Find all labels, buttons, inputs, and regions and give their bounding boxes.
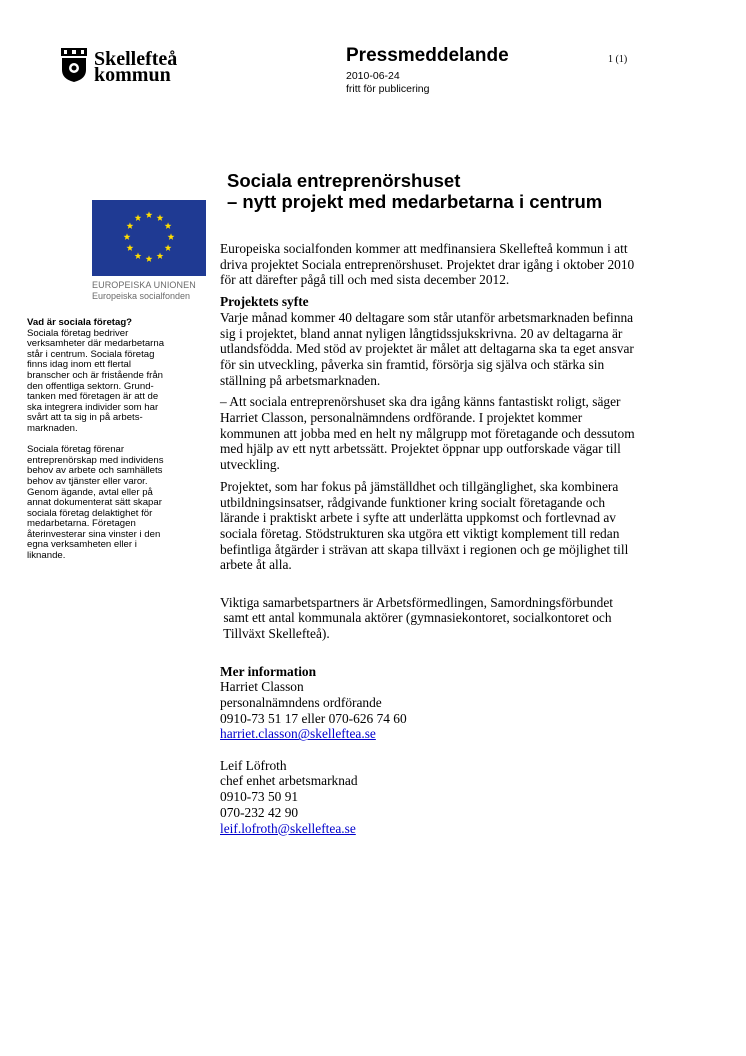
sidebar-line: sociala företag delaktighet för: [27, 507, 153, 519]
body-line: Tillväxt Skellefteå).: [220, 626, 330, 642]
sidebar-line: ska integrera individer som har: [27, 401, 159, 413]
contact-phone: 0910-73 51 17 eller 070-626 74 60: [220, 710, 407, 726]
body-line: kommunen att jobba med en helt ny målgrupp mot företagande och dessutom: [220, 425, 635, 441]
sidebar-paragraph-2: [27, 445, 197, 562]
eu-flag-background: [92, 200, 206, 276]
body-line: Projektet, som har fokus på jämställdhet och tillgänglighet, ska kombinera: [220, 478, 619, 494]
partners-paragraph: [220, 579, 702, 642]
press-title: [227, 170, 602, 212]
body-line: Viktiga samarbetspartners är Arbetsförmedlingen, Samordningsförbundet: [220, 594, 614, 610]
contact-person-2: [220, 758, 702, 837]
contact-email-link[interactable]: harriet.classon@skelleftea.se: [220, 726, 376, 742]
focus-paragraph: [220, 479, 702, 573]
sidebar-line: liknande.: [27, 550, 66, 562]
body-line: ställning på arbetsmarknaden.: [220, 372, 381, 388]
body-line: arbete åt alla.: [220, 557, 292, 573]
sidebar-line: annat dokumenterat sätt skapar: [27, 497, 162, 509]
press-body: [220, 241, 702, 836]
eu-label-line1: EUROPEISKA UNIONEN: [92, 280, 196, 290]
body-line: sociala företag. Stödstrukturen ska utgöra ett viktigt komplement till redan: [220, 525, 620, 541]
body-line: lärande i praktiskt arbete i syfte att underlätta uppkomst och fortlevnad av: [220, 510, 617, 526]
sidebar-line: Sociala företag förenar: [27, 444, 125, 456]
sidebar-line: återinvesterar sina vinster i den: [27, 528, 161, 540]
eu-label-line2: Europeiska socialfonden: [92, 291, 191, 301]
document-type: Pressmeddelande: [346, 45, 509, 66]
sidebar-line: behov av arbete och samhällets: [27, 465, 163, 477]
body-line: Harriet Classon, personalnämndens ordförande. I projektet kommer: [220, 410, 583, 426]
purpose-paragraph: [220, 310, 702, 389]
contact-role: personalnämndens ordförande: [220, 694, 382, 710]
contact-heading: Mer information: [220, 663, 317, 679]
body-line: befintliga åtgärder i strävan att skapa tillväxt i regionen och ge möjlighet till: [220, 541, 629, 557]
sidebar-line: tanken med företagen är att de: [27, 391, 159, 403]
sidebar-line: behov av tjänster eller varor.: [27, 475, 148, 487]
contact-phone: 0910-73 50 91: [220, 789, 299, 805]
body-line: Europeiska socialfonden kommer att medfinansiera Skellefteå kommun i att: [220, 241, 628, 256]
title-line-2: – nytt projekt med medarbetarna i centrum: [227, 191, 603, 212]
body-line: utlandsfödda. Med stöd av projektet är målet att deltagarna ska ta eget ansvar: [220, 341, 634, 357]
contact-phone: 070-232 42 90: [220, 804, 299, 820]
title-line-1: Sociala entreprenörshuset: [227, 170, 461, 191]
sidebar-line: entreprenörskap med individens: [27, 454, 164, 466]
body-line: – Att sociala entreprenörshuset ska dra igång känns fantastiskt roligt, säger: [220, 394, 621, 410]
sidebar-line: den offentliga sektorn. Grund-: [27, 380, 154, 392]
contact-name: Harriet Classon: [220, 679, 304, 695]
contact-name: Leif Löfroth: [220, 757, 287, 773]
sidebar-line: Genom ägande, avtal eller på: [27, 486, 153, 498]
body-line: samt ett antal kommunala aktörer (gymnasiekontoret, socialkontoret och: [220, 610, 612, 626]
body-line: Varje månad kommer 40 deltagare som står utanför arbetsmarknaden befinna: [220, 309, 634, 325]
body-line: med hjälp av ett nytt arbetssätt. Projektet öppnar upp outforskade vägar till: [220, 441, 621, 457]
sidebar-line: svårt att ta sig in på arbets-: [27, 412, 143, 424]
sidebar-fact-box: [27, 318, 197, 572]
eu-flag-icon: [92, 200, 206, 276]
sidebar-line: marknaden.: [27, 422, 78, 434]
crest-icon: [60, 48, 88, 82]
sidebar-line: egna verksamheten eller i: [27, 539, 137, 551]
contact-email-link[interactable]: leif.lofroth@skelleftea.se: [220, 820, 356, 836]
contact-role: chef enhet arbetsmarknad: [220, 773, 358, 789]
body-line: utveckling.: [220, 457, 280, 473]
body-line: för att därefter pågå till och med sista december 2012.: [220, 272, 510, 288]
logo-text-line2: kommun: [94, 64, 171, 86]
body-line: sig i projektet, bland annat nyligen långtidssjukskrivna. 20 av deltagarna är: [220, 325, 623, 341]
sidebar-heading: Vad är sociala företag?: [27, 317, 133, 328]
body-line: driva projektet Sociala entreprenörshuset. Projektet drar igång i oktober 2010: [220, 256, 635, 272]
purpose-heading: Projektets syfte: [220, 294, 309, 310]
skelleftea-logo: [60, 48, 200, 88]
body-line: utbildningsinsatser, rådgivande funktioner kring socialt företagande och: [220, 494, 606, 510]
quote-paragraph: [220, 394, 702, 473]
sidebar-line: verksamheter där medarbetarna: [27, 338, 165, 350]
logo-text-line1: Skellefteå: [94, 48, 178, 70]
sidebar-line: branscher och är fristående från: [27, 369, 163, 381]
document-date: 2010-06-24: [346, 70, 400, 82]
page-number: 1 (1): [608, 54, 628, 65]
contact-person-1: [220, 679, 702, 742]
body-line: för sin utveckling, påverka sin framtid, försörja sig själva och stärka sin: [220, 356, 605, 372]
sidebar-line: står i centrum. Sociala företag: [27, 348, 155, 360]
sidebar-paragraph-1: [27, 329, 197, 435]
sidebar-line: Sociala företag bedriver: [27, 327, 129, 339]
release-note: fritt för publicering: [346, 83, 430, 95]
sidebar-line: medarbetarna. Företagen: [27, 518, 136, 530]
sidebar-line: finns idag inom ett flertal: [27, 359, 131, 371]
intro-paragraph: [220, 241, 702, 288]
